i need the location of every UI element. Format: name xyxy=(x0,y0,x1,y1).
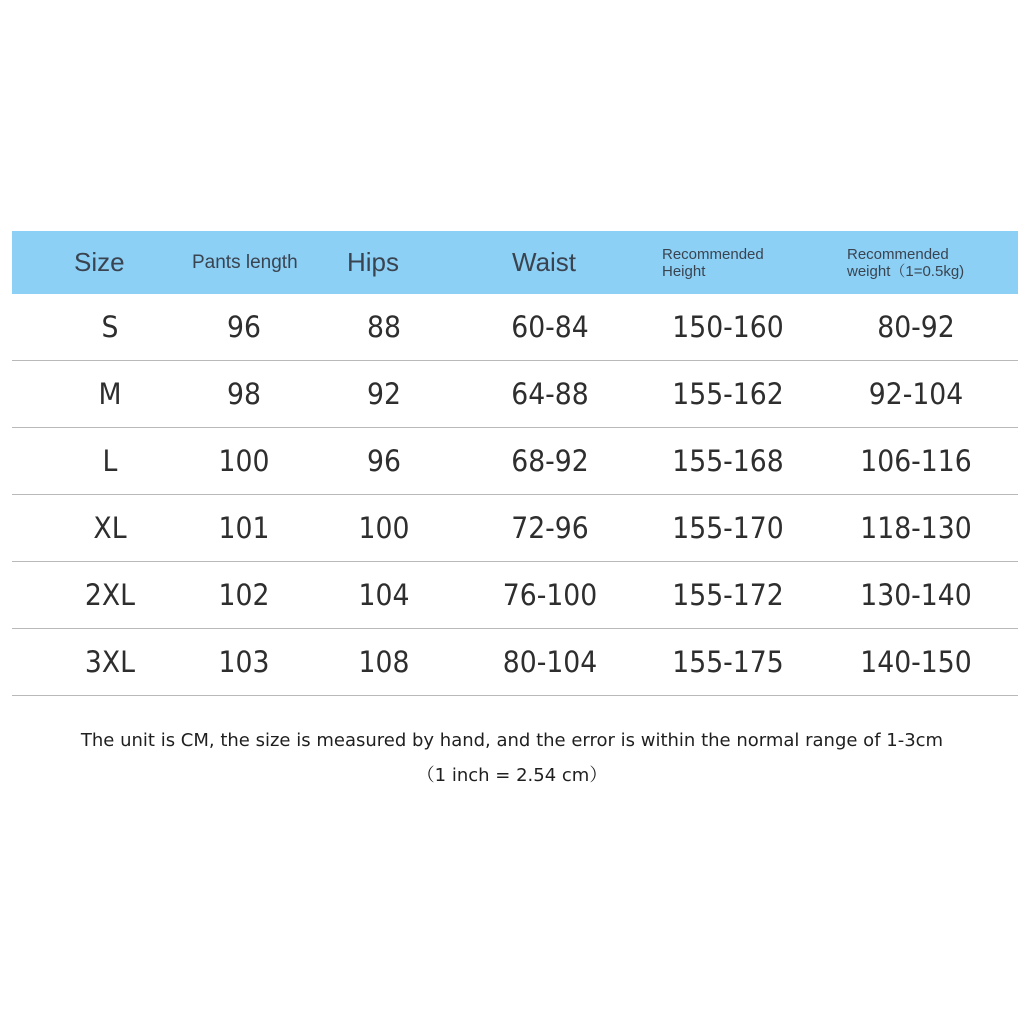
cell-waist: 68-92 xyxy=(511,444,589,478)
cell-hips: 104 xyxy=(358,578,410,612)
header-weight-line1: Recommended xyxy=(847,245,949,263)
header-waist: Waist xyxy=(512,247,577,277)
cell-hips: 88 xyxy=(367,310,401,344)
cell-waist: 80-104 xyxy=(502,645,598,679)
cell-waist: 72-96 xyxy=(511,511,589,545)
cell-weight: 92-104 xyxy=(868,377,964,411)
cell-hips: 92 xyxy=(367,377,401,411)
cell-waist: 60-84 xyxy=(511,310,589,344)
header-height-line2: Height xyxy=(662,262,706,280)
cell-height: 155-170 xyxy=(672,511,784,545)
header-size: Size xyxy=(74,247,125,277)
table-row xyxy=(12,361,1018,428)
cell-height: 155-168 xyxy=(672,444,784,478)
cell-weight: 106-116 xyxy=(860,444,972,478)
cell-height: 155-162 xyxy=(672,377,784,411)
cell-hips: 96 xyxy=(367,444,401,478)
table-header-row xyxy=(12,231,1018,294)
inch-conversion-note: （1 inch = 2.54 cm） xyxy=(416,765,608,786)
cell-pants-length: 102 xyxy=(218,578,270,612)
cell-pants-length: 96 xyxy=(227,310,261,344)
cell-hips: 108 xyxy=(358,645,410,679)
cell-height: 155-172 xyxy=(672,578,784,612)
cell-weight: 140-150 xyxy=(860,645,972,679)
header-recommended-weight xyxy=(847,231,964,294)
header-pants-length: Pants length xyxy=(192,251,298,273)
cell-pants-length: 103 xyxy=(218,645,270,679)
table-row xyxy=(12,294,1018,361)
cell-waist: 64-88 xyxy=(511,377,589,411)
table-row xyxy=(12,629,1018,696)
cell-size: S xyxy=(101,310,119,344)
header-height-line1: Recommended xyxy=(662,245,764,263)
unit-note: The unit is CM, the size is measured by hand, and the error is within the normal range of 1-3cm xyxy=(80,730,944,751)
cell-height: 155-175 xyxy=(672,645,784,679)
cell-hips: 100 xyxy=(358,511,410,545)
cell-size: L xyxy=(102,444,118,478)
cell-size: 3XL xyxy=(84,645,136,679)
cell-pants-length: 100 xyxy=(218,444,270,478)
table-row xyxy=(12,428,1018,495)
cell-waist: 76-100 xyxy=(502,578,598,612)
cell-height: 150-160 xyxy=(672,310,784,344)
table-row xyxy=(12,495,1018,562)
cell-size: M xyxy=(98,377,122,411)
cell-weight: 130-140 xyxy=(860,578,972,612)
cell-weight: 80-92 xyxy=(877,310,955,344)
header-recommended-height xyxy=(662,231,764,294)
cell-size: 2XL xyxy=(84,578,136,612)
cell-weight: 118-130 xyxy=(860,511,972,545)
cell-pants-length: 98 xyxy=(227,377,261,411)
cell-pants-length: 101 xyxy=(218,511,270,545)
cell-size: XL xyxy=(93,511,127,545)
size-table xyxy=(12,231,1018,696)
header-weight-line2: weight（1=0.5kg) xyxy=(847,262,965,280)
header-hips: Hips xyxy=(347,247,400,277)
table-row xyxy=(12,562,1018,629)
